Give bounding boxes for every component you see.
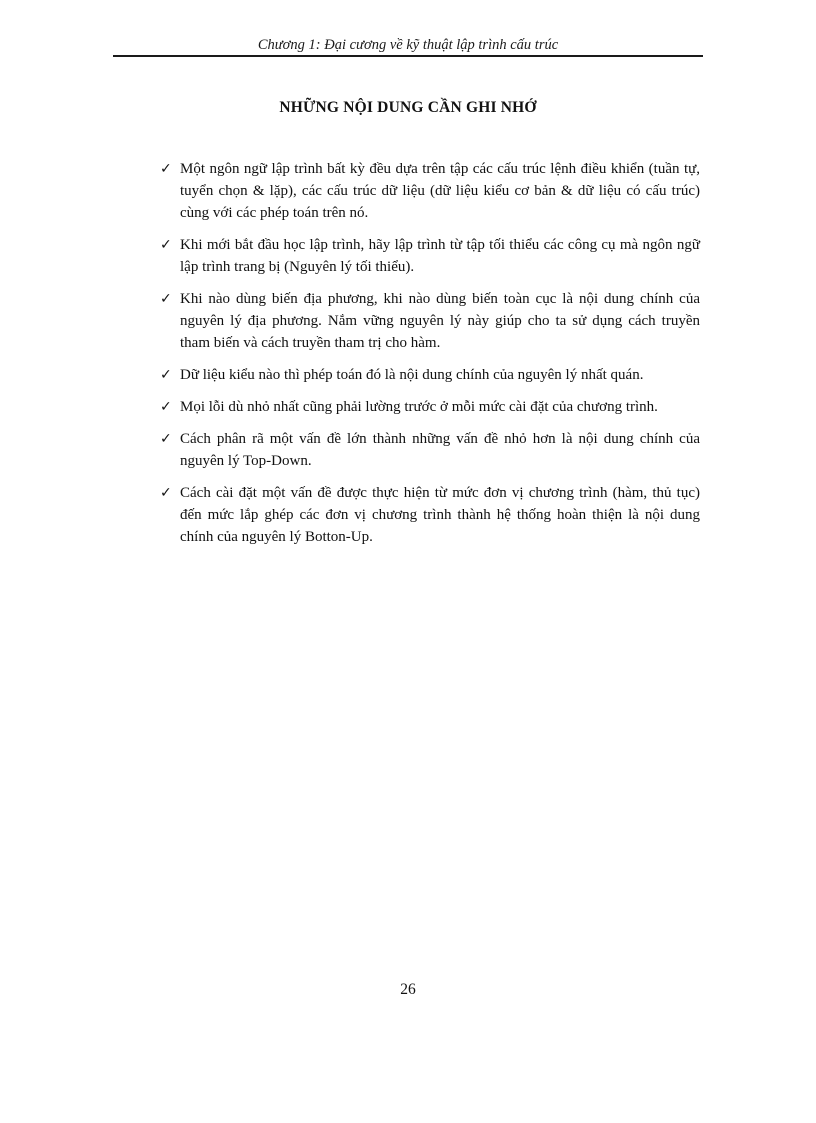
- checkmark-icon: ✓: [160, 291, 172, 307]
- note-text: Khi nào dùng biến địa phương, khi nào dùng biến toàn cục là nội dung chính của nguyên lý địa phương. Nắm vững nguyên lý này giúp cho ta sử dụng cách truyền tham biến và cách truyền tham trị cho hàm.: [180, 291, 700, 351]
- header-rule: [113, 55, 703, 57]
- note-text: Cách phân rã một vấn đề lớn thành những vấn đề nhỏ hơn là nội dung chính của nguyên lý Top-Down.: [180, 431, 700, 469]
- checkmark-icon: ✓: [160, 431, 172, 447]
- list-item: [160, 158, 700, 224]
- note-text: Dữ liệu kiểu nào thì phép toán đó là nội dung chính của nguyên lý nhất quán.: [180, 367, 644, 383]
- list-item: [160, 428, 700, 472]
- checkmark-icon: ✓: [160, 237, 172, 253]
- note-text: Khi mới bắt đầu học lập trình, hãy lập trình từ tập tối thiểu các công cụ mà ngôn ngữ lập trình trang bị (Nguyên lý tối thiểu).: [180, 237, 700, 275]
- note-text: Mọi lỗi dù nhỏ nhất cũng phải lường trước ở mỗi mức cài đặt của chương trình.: [180, 399, 658, 415]
- checkmark-icon: ✓: [160, 367, 172, 383]
- list-item: [160, 396, 700, 418]
- checkmark-icon: ✓: [160, 399, 172, 415]
- checkmark-icon: ✓: [160, 161, 172, 177]
- chapter-header: Chương 1: Đại cương về kỹ thuật lập trình cấu trúc: [257, 37, 559, 53]
- notes-list: [160, 158, 700, 558]
- list-item: [160, 364, 700, 386]
- page-number: 26: [400, 981, 416, 998]
- list-item: [160, 482, 700, 548]
- note-text: Cách cài đặt một vấn đề được thực hiện từ mức đơn vị chương trình (hàm, thủ tục) đến mức lắp ghép các đơn vị chương trình thành hệ thống hoàn thiện là nội dung chính của nguyên lý Botton-Up.: [180, 485, 700, 545]
- list-item: [160, 234, 700, 278]
- checkmark-icon: ✓: [160, 485, 172, 501]
- list-item: [160, 288, 700, 354]
- section-title: NHỮNG NỘI DUNG CẦN GHI NHỚ: [279, 99, 537, 116]
- note-text: Một ngôn ngữ lập trình bất kỳ đều dựa trên tập các cấu trúc lệnh điều khiển (tuần tự, tuyển chọn & lặp), các cấu trúc dữ liệu (dữ liệu kiểu cơ bản & dữ liệu có cấu trúc) cùng với các phép toán trên nó.: [180, 161, 700, 221]
